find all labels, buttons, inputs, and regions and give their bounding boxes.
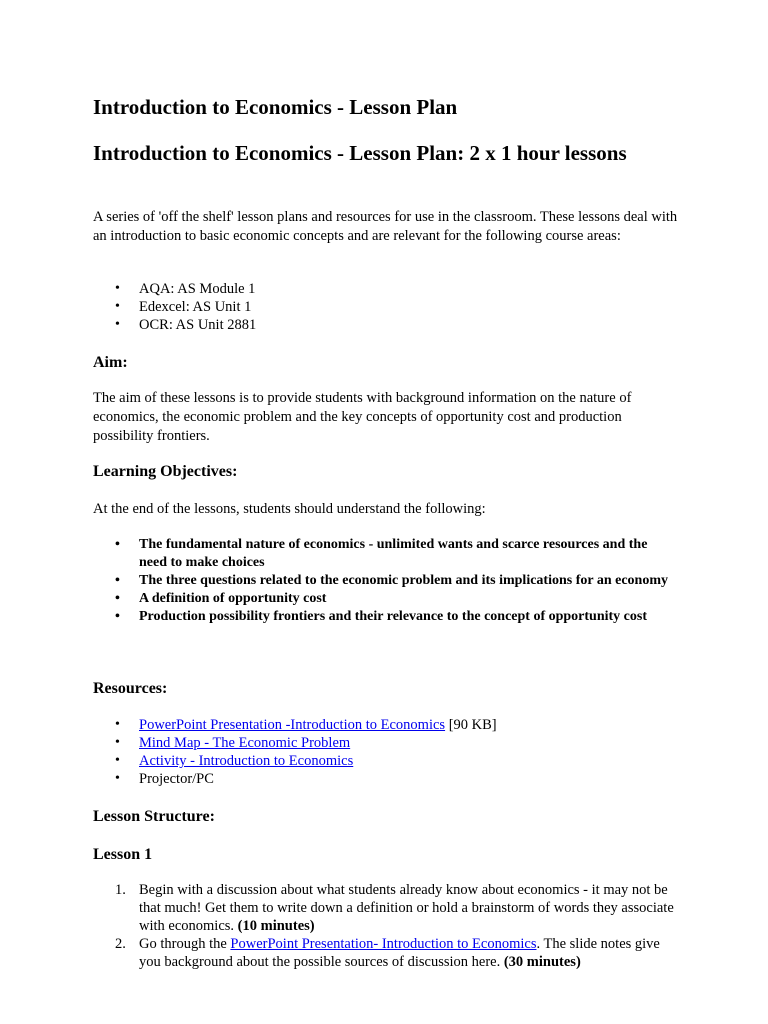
list-item [93,716,678,734]
resources-list [93,716,678,788]
list-item: • OCR: AS Unit 2881 [93,316,678,334]
list-item: • Projector/PC [93,770,678,788]
powerpoint-link[interactable]: PowerPoint Presentation -Introduction to Economics [139,717,446,733]
list-item: 2. Go through the PowerPoint Presentation- Introduction to Economics. The slide notes give you background about the possible sources of discussion here. (30 minutes) [115,936,660,970]
objectives-intro: At the end of the lessons, students should understand the following: [93,501,486,517]
objectives-heading: Learning Objectives: [93,463,238,480]
activity-link[interactable]: Activity - Introduction to Economics [139,753,354,769]
page-title: Introduction to Economics - Lesson Plan [93,95,458,119]
aim-heading: Aim: [93,354,128,371]
list-item: • AQA: AS Module 1 [93,280,678,298]
list-item: • The fundamental nature of economics - unlimited wants and scarce resources and the need to make choices [93,536,678,572]
list-item: • The three questions related to the economic problem and its implications for an economy [93,572,678,590]
mind-map-link[interactable]: Mind Map - The Economic Problem [139,735,351,751]
list-item: • Edexcel: AS Unit 1 [93,298,678,316]
objectives-list [93,536,678,626]
list-item [93,752,678,770]
resources-heading: Resources: [93,680,168,697]
lesson-1-steps [93,881,678,971]
list-item: 1. Begin with a discussion about what students already know about economics - it may not be that much! Get them to write down a definition or hold a brainstorm of words they associate with economics. (10 minutes) [115,882,674,934]
list-item: • Production possibility frontiers and their relevance to the concept of opportunity cost [93,608,678,626]
powerpoint-link-inline[interactable]: PowerPoint Presentation- Introduction to Economics [230,936,537,952]
course-list [93,280,678,334]
page-subtitle: Introduction to Economics - Lesson Plan: 2 x 1 hour lessons [93,141,627,165]
lesson-1-heading: Lesson 1 [93,846,153,863]
lesson-structure-heading: Lesson Structure: [93,808,215,825]
list-item: • A definition of opportunity cost [93,590,678,608]
intro-paragraph: A series of 'off the shelf' lesson plans and resources for use in the classroom. These lessons deal with an introduction to basic economic concepts and are relevant for the following course areas: [93,209,678,244]
list-item [93,734,678,752]
aim-paragraph: The aim of these lessons is to provide students with background information on the nature of economics, the economic problem and the key concepts of opportunity cost and production possibility frontiers. [93,390,632,444]
file-size: [90 KB] [445,717,497,733]
